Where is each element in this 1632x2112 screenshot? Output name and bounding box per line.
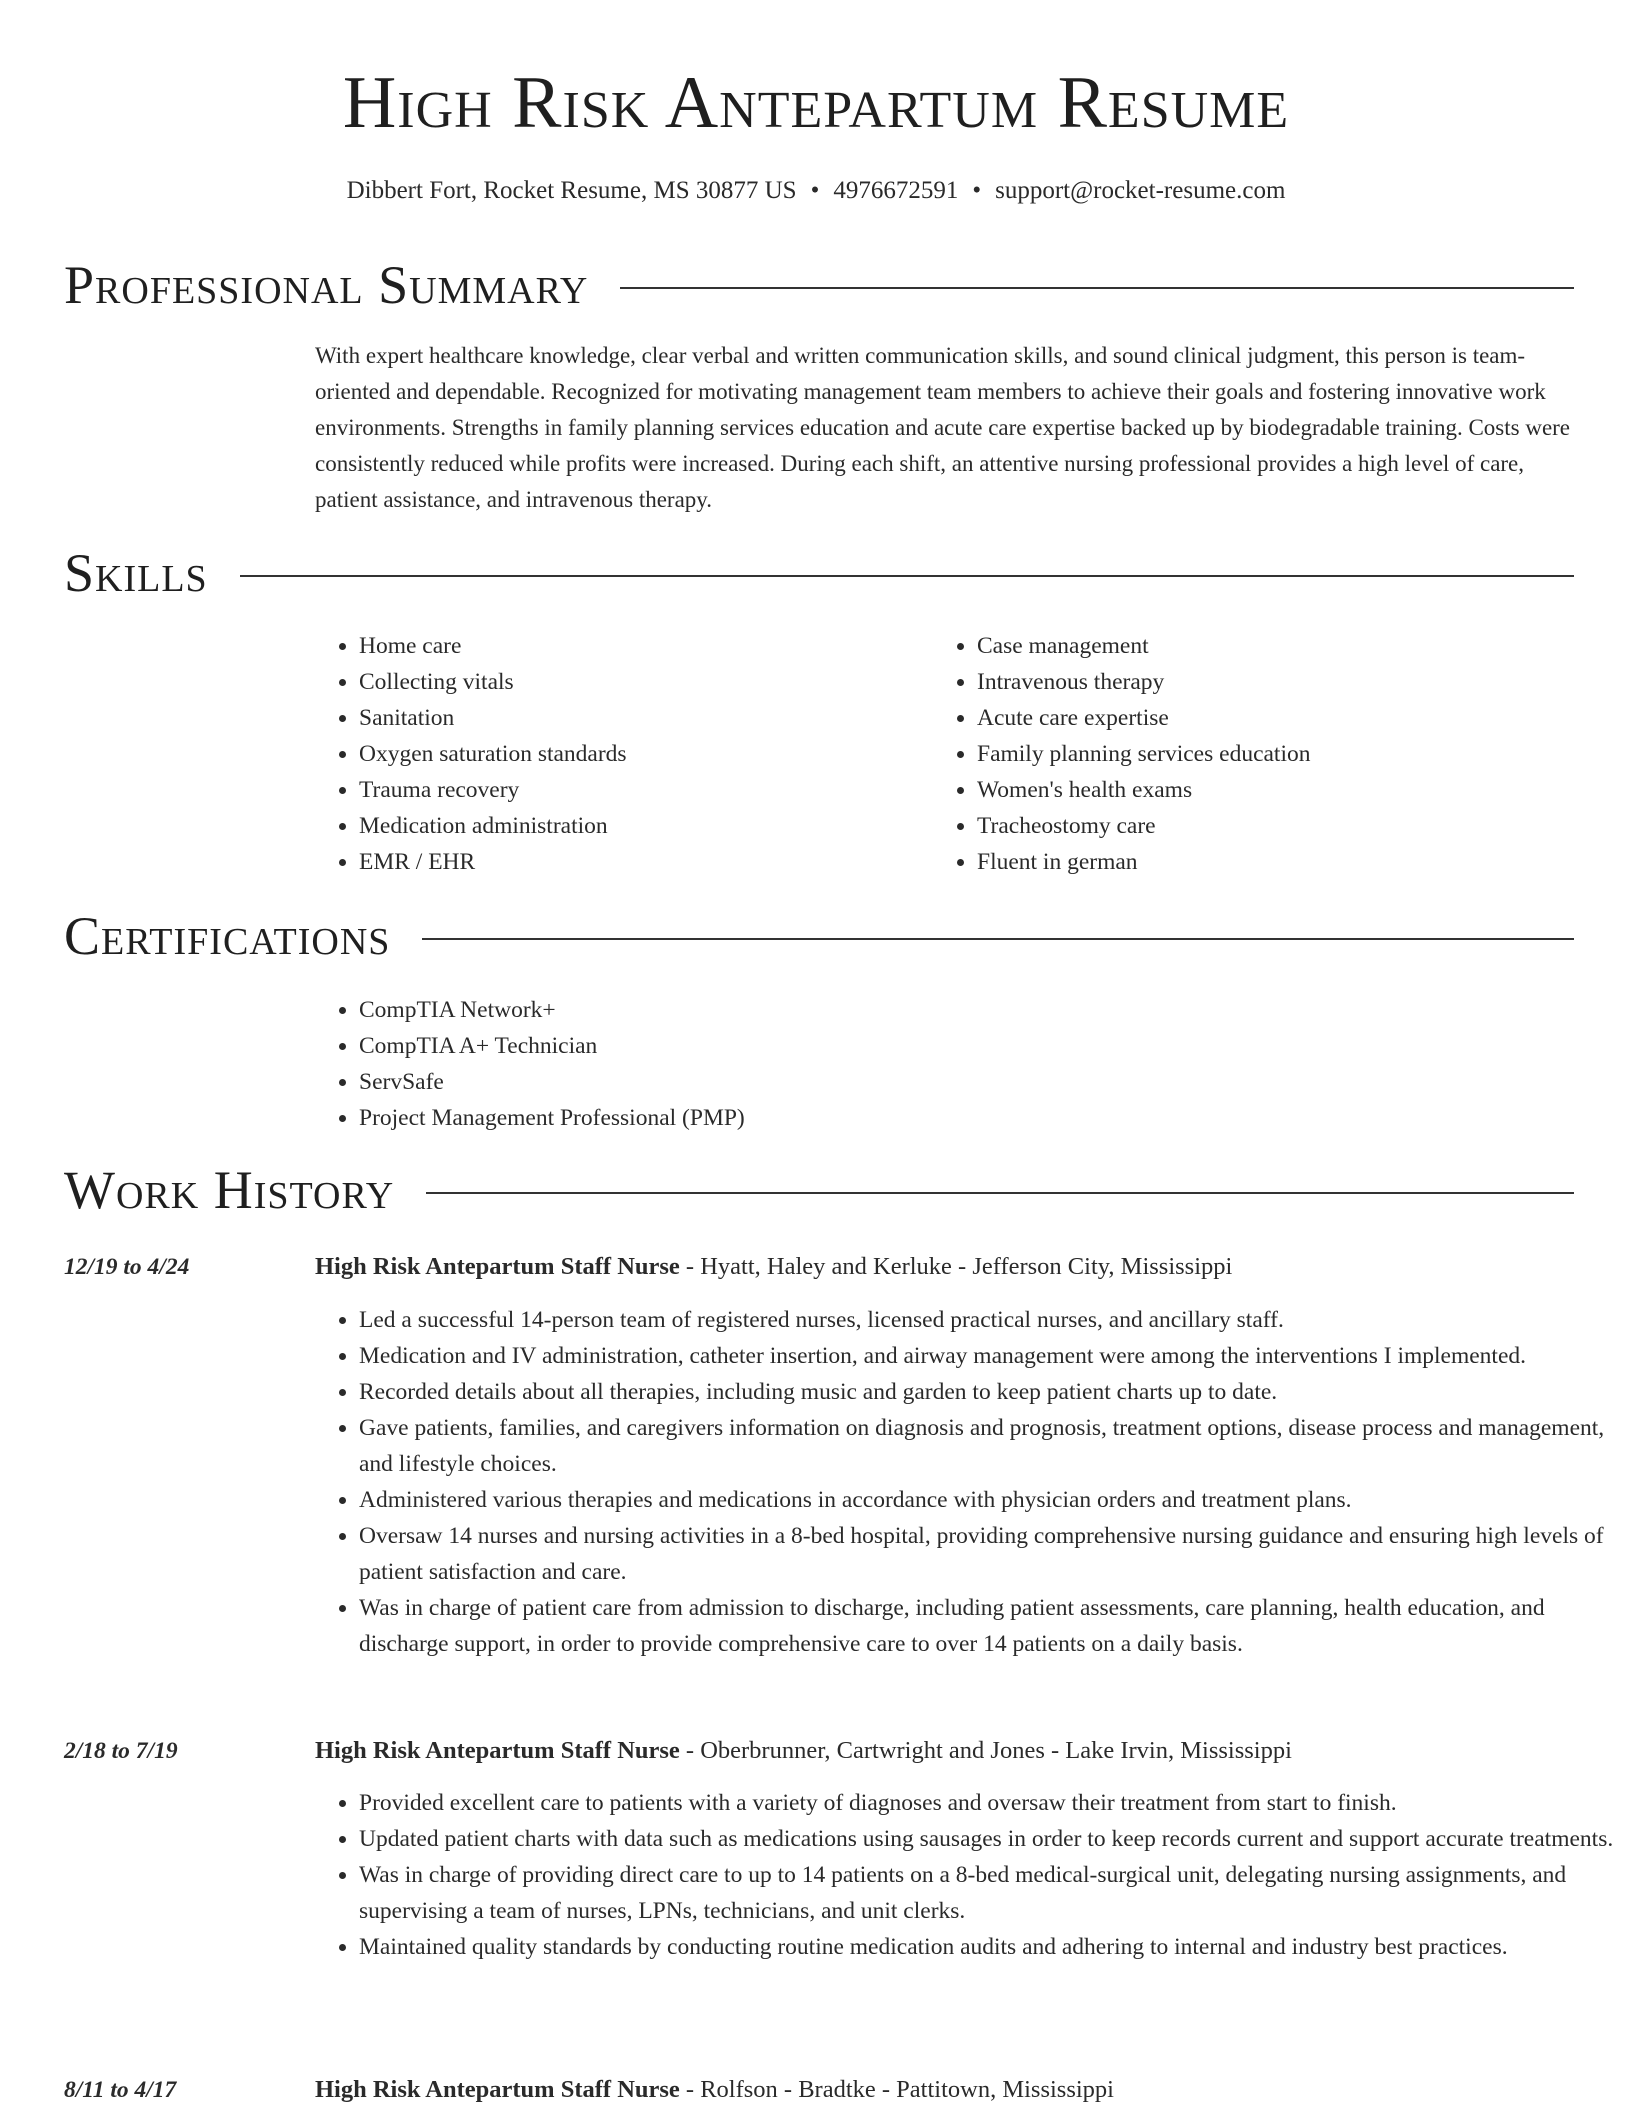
job-title: High Risk Antepartum Staff Nurse: [315, 1253, 680, 1280]
skill-item: • Acute care expertise: [977, 700, 1617, 736]
skill-item: • Trauma recovery: [359, 772, 959, 808]
skill-item: • Collecting vitals: [359, 664, 959, 700]
job-bullet: • Recorded details about all therapies, including music and garden to keep patient charts up to date.: [359, 1374, 1619, 1410]
section-header-work-history: [64, 1159, 1574, 1221]
job-bullets: [315, 1785, 1619, 1965]
skill-item: • Family planning services education: [977, 736, 1617, 772]
job-employer: - Rolfson - Bradtke - Pattitown, Mississippi: [679, 2076, 1114, 2103]
job-employer: - Oberbrunner, Cartwright and Jones - Lake Irvin, Mississippi: [679, 1737, 1292, 1764]
job-bullet: • Was in charge of providing direct care to up to 14 patients on a 8-bed medical-surgical unit, delegating nursing assignments, and supervising a team of nurses, LPNs, technicians, and unit clerks.: [359, 1857, 1619, 1929]
section-divider: [620, 287, 1574, 289]
job-dates: 2/18 to 7/19: [64, 1738, 178, 1764]
certification-item: • Project Management Professional (PMP): [359, 1100, 1259, 1136]
skills-list-right: [933, 628, 1617, 880]
job-bullet: • Medication and IV administration, catheter insertion, and airway management were among the interventions I implemented.: [359, 1338, 1619, 1374]
skill-item: • EMR / EHR: [359, 844, 959, 880]
job-bullet: • Provided excellent care to patients with a variety of diagnoses and oversaw their treatment from start to finish.: [359, 1785, 1619, 1821]
job-heading: [315, 1249, 1575, 1285]
section-header-skills: [64, 542, 1574, 604]
job-title: High Risk Antepartum Staff Nurse: [315, 1737, 680, 1764]
job-heading: [315, 2072, 1575, 2108]
job-bullet: • Led a successful 14-person team of registered nurses, licensed practical nurses, and ancillary staff.: [359, 1302, 1619, 1338]
job-dates: 8/11 to 4/17: [64, 2077, 177, 2103]
certification-item: • CompTIA A+ Technician: [359, 1028, 1259, 1064]
contact-phone: 4976672591: [833, 177, 959, 204]
section-divider: [426, 1192, 1574, 1194]
skill-item: • Fluent in german: [977, 844, 1617, 880]
section-title-skills: Skills: [64, 543, 208, 603]
job-bullet: • Updated patient charts with data such as medications using sausages in order to keep records current and support accurate treatments.: [359, 1821, 1619, 1857]
summary-text: With expert healthcare knowledge, clear verbal and written communication skills, and sound clinical judgment, this person is team-oriented and dependable. Recognized for motivating management team members to achieve their goals and fostering innovative work environments. Strengths in family planning services education and acute care expertise backed up by biodegradable training. Costs were consistently reduced while profits were increased. During each shift, an attentive nursing professional provides a high level of care, patient assistance, and intravenous therapy.: [315, 343, 1571, 512]
contact-line: [0, 174, 1632, 208]
skill-item: • Home care: [359, 628, 959, 664]
section-title-work-history: Work History: [64, 1160, 395, 1220]
job-title: High Risk Antepartum Staff Nurse: [315, 2076, 680, 2103]
section-divider: [422, 938, 1574, 940]
page-title: High Risk Antepartum Resume: [342, 62, 1290, 144]
skill-item: • Medication administration: [359, 808, 959, 844]
contact-separator: •: [810, 177, 820, 204]
skill-item: • Women's health exams: [977, 772, 1617, 808]
job-bullet: • Administered various therapies and medications in accordance with physician orders and treatment plans.: [359, 1482, 1619, 1518]
section-title-certifications: Certifications: [64, 906, 391, 966]
skill-item: • Tracheostomy care: [977, 808, 1617, 844]
contact-separator: •: [972, 177, 982, 204]
section-title-summary: Professional Summary: [64, 255, 589, 315]
skill-item: • Intravenous therapy: [977, 664, 1617, 700]
job-employer: - Hyatt, Haley and Kerluke - Jefferson City, Mississippi: [679, 1253, 1233, 1280]
certification-item: • CompTIA Network+: [359, 992, 1259, 1028]
skill-item: • Sanitation: [359, 700, 959, 736]
certifications-list: [315, 992, 1259, 1136]
job-dates: 12/19 to 4/24: [64, 1254, 190, 1280]
contact-email: support@rocket-resume.com: [995, 177, 1286, 204]
skill-item: • Case management: [977, 628, 1617, 664]
skill-item: • Oxygen saturation standards: [359, 736, 959, 772]
section-header-summary: [64, 254, 1574, 316]
skills-list-left: [315, 628, 959, 880]
job-bullet: • Was in charge of patient care from admission to discharge, including patient assessments, care planning, health education, and discharge support, in order to provide comprehensive care to over 14 patients on a daily basis.: [359, 1590, 1619, 1662]
job-heading: [315, 1733, 1575, 1769]
job-bullet: • Maintained quality standards by conducting routine medication audits and adhering to internal and industry best practices.: [359, 1929, 1619, 1965]
section-header-certifications: [64, 905, 1574, 967]
job-bullets: [315, 1302, 1619, 1662]
job-bullet: • Gave patients, families, and caregivers information on diagnosis and prognosis, treatment options, disease process and management, and lifestyle choices.: [359, 1410, 1619, 1482]
contact-address: Dibbert Fort, Rocket Resume, MS 30877 US: [346, 177, 797, 204]
section-divider: [240, 575, 1574, 577]
job-bullet: • Oversaw 14 nurses and nursing activities in a 8-bed hospital, providing comprehensive nursing guidance and ensuring high levels of patient satisfaction and care.: [359, 1518, 1619, 1590]
certification-item: • ServSafe: [359, 1064, 1259, 1100]
